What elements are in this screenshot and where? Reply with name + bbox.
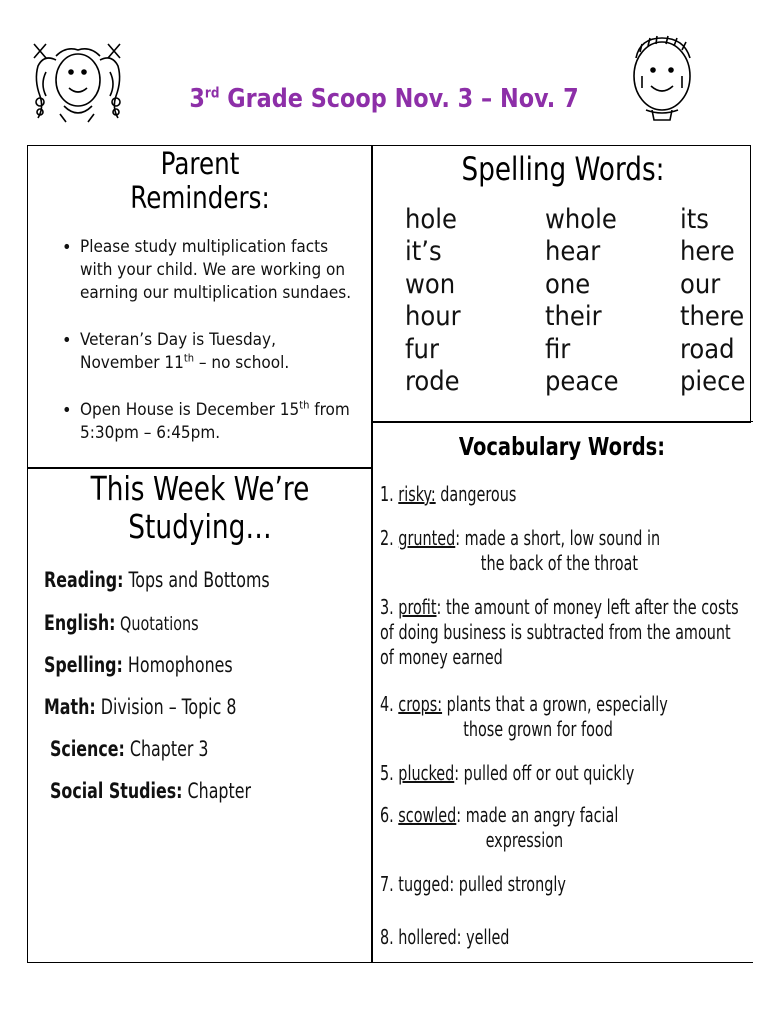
- spelling-word: there: [680, 301, 745, 333]
- spelling-word: rode: [405, 366, 460, 398]
- spelling-word: fir: [545, 333, 571, 365]
- study-row-reading: Reading: Tops and Bottoms: [44, 568, 270, 592]
- vocabulary-heading: Vocabulary Words:: [458, 432, 666, 461]
- study-row-science: Science: Chapter 3: [50, 737, 209, 761]
- spelling-word: hear: [545, 236, 601, 268]
- parent-reminders-heading: Parent Reminders:: [130, 147, 270, 216]
- spelling-word: our: [680, 268, 721, 300]
- spelling-word: whole: [545, 204, 617, 235]
- spelling-word: hole: [405, 204, 457, 235]
- spelling-word: peace: [545, 366, 619, 398]
- spelling-word: fur: [405, 333, 439, 365]
- vocab-item-8: 8. hollered: yelled: [380, 925, 510, 949]
- studying-heading: This Week We’re Studying…: [90, 469, 310, 546]
- study-row-spelling: Spelling: Homophones: [44, 653, 233, 677]
- vocab-item-6: 6. scowled: made an angry facial expression: [380, 803, 619, 852]
- vocab-item-3: 3. profit: the amount of money left after the costs of doing business is subtracted from the amount of money earned: [380, 595, 739, 669]
- vocab-item-5: 5. plucked: pulled off or out quickly: [380, 761, 635, 785]
- vocab-item-1: 1. risky: dangerous: [380, 482, 517, 506]
- study-row-english: English: Quotations: [44, 611, 199, 635]
- vocab-item-2: 2. grunted: made a short, low sound in the back of the throat: [380, 526, 661, 575]
- spelling-word: one: [545, 268, 591, 300]
- vocab-item-7: 7. tugged: pulled strongly: [380, 872, 566, 896]
- spelling-words-heading: Spelling Words:: [461, 150, 665, 188]
- reminder-item: • Please study multiplication facts with your child. We are working on earning our multiplication sundaes.: [56, 236, 360, 305]
- spelling-word: road: [680, 333, 735, 365]
- study-row-social-studies: Social Studies: Chapter: [50, 779, 252, 803]
- spelling-column-1: [405, 204, 461, 398]
- spelling-word: their: [545, 301, 602, 333]
- reminder-item: • Veteran’s Day is Tuesday, November 11th – no school.: [56, 329, 360, 375]
- reminder-item: • Open House is December 15th from 5:30pm – 6:45pm.: [56, 399, 360, 445]
- spelling-word: here: [680, 236, 735, 268]
- spelling-word: piece: [680, 366, 746, 398]
- spelling-word: won: [405, 268, 456, 300]
- spelling-word: its: [680, 204, 709, 235]
- spelling-word: it’s: [405, 236, 442, 268]
- spelling-column-2: [545, 204, 619, 398]
- spelling-column-3: [680, 204, 745, 398]
- study-row-math: Math: Division – Topic 8: [44, 695, 237, 719]
- vocab-item-4: 4. crops: plants that a grown, especially those grown for food: [380, 692, 668, 741]
- spelling-word: hour: [405, 301, 461, 333]
- newsletter-title: 3rd Grade Scoop Nov. 3 – Nov. 7: [189, 84, 579, 114]
- reminders-list: [56, 236, 360, 469]
